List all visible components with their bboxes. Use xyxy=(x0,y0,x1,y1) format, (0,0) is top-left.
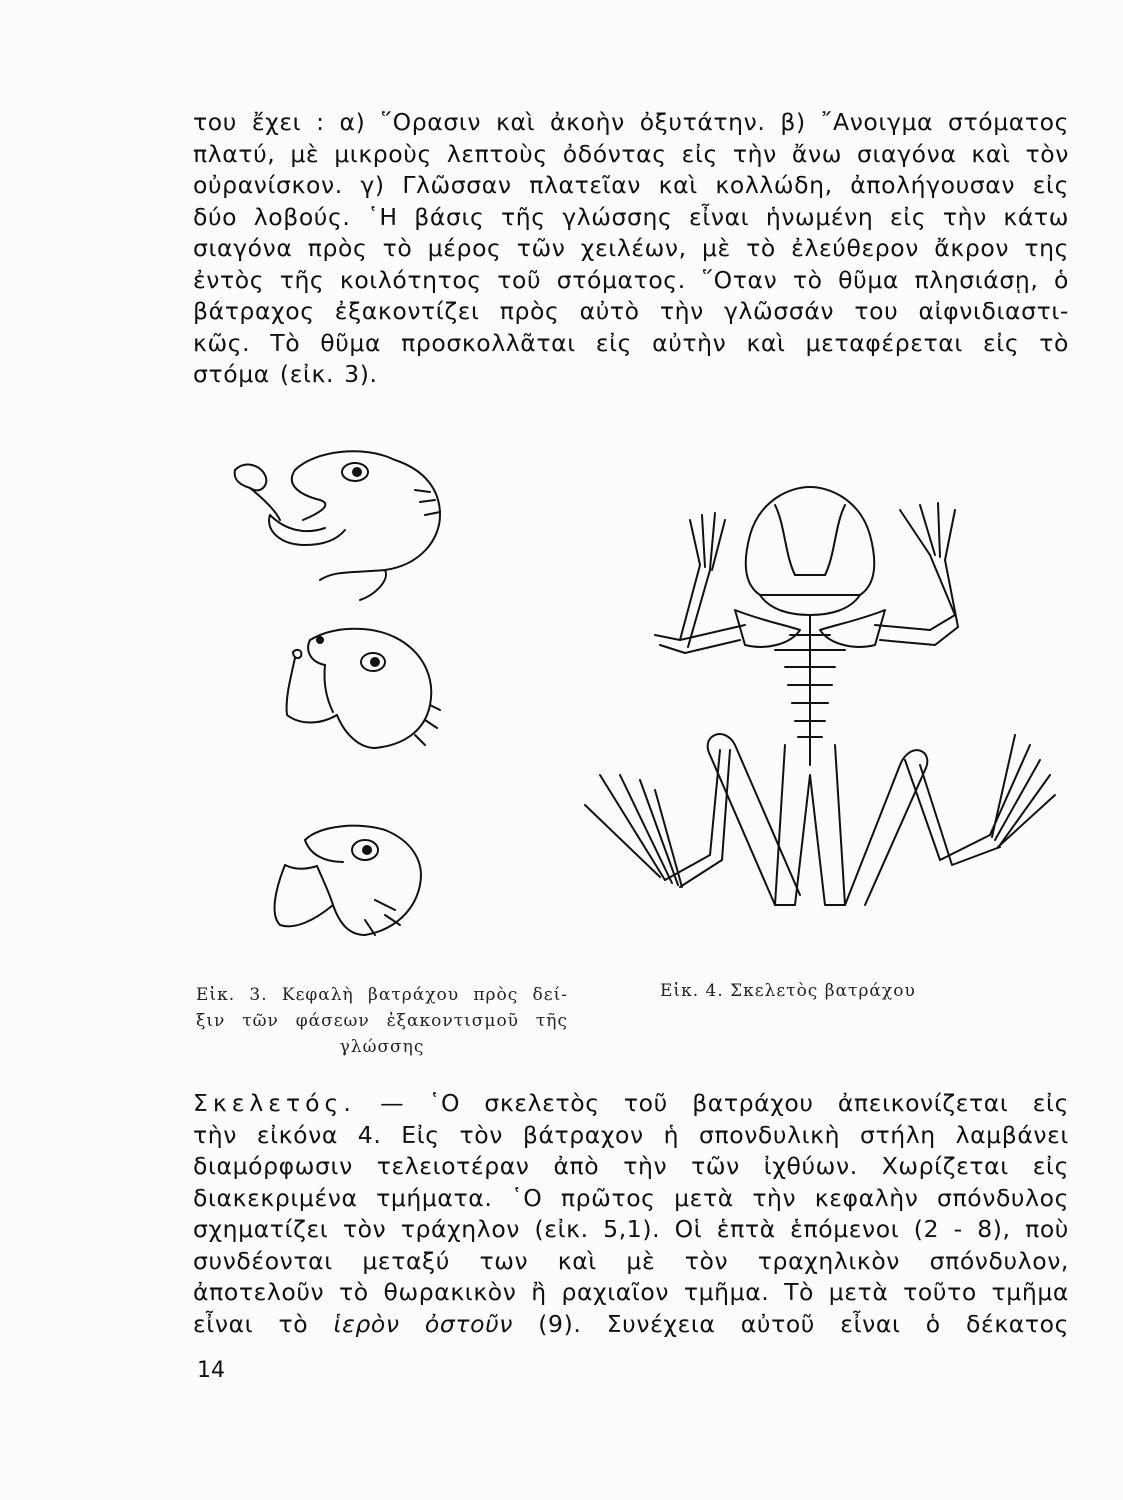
text-line: σχηματίζει τὸν τράχηλον (εἰκ. 5,1). Οἱ ἑπτὰ ἑπόμενοι (2 - 8), ποὺ xyxy=(193,1215,1069,1243)
text-line: σιαγόνα πρὸς τὸ μέρος τῶν χειλέων, μὲ τὸ ἐλεύθερον ἄκρον της xyxy=(193,234,1069,262)
paragraph-skeleton xyxy=(193,1088,1069,1340)
text-line: δύο λοβούς. ῾Η βάσις τῆς γλώσσης εἶναι ἡνωμένη εἰς τὴν κάτω xyxy=(193,202,1069,231)
pelvis xyxy=(775,745,845,905)
text-line: τὴν εἰκόνα 4. Εἰς τὸν βάτραχον ἡ σπονδυλικὴ στήλη λαμβάνει xyxy=(193,1120,1069,1149)
text-line: συνδέονται μεταξύ των καὶ μὲ τὸν τραχηλικὸν σπόνδυλον, xyxy=(193,1246,1069,1275)
last-line-start: εἶναι τὸ xyxy=(193,1309,309,1338)
text-line: ἀποτελοῦν τὸ θωρακικὸν ἢ ραχιαῖον τμῆμα. Τὸ μετὰ τοῦτο τμῆμα xyxy=(193,1278,1069,1306)
text-line: διακεκριμένα τμήματα. ῾Ο πρῶτος μετὰ τὴν κεφαλὴν σπόνδυλος xyxy=(193,1183,1069,1212)
figure3-caption xyxy=(196,982,576,1060)
skull xyxy=(746,487,875,615)
left-scapula xyxy=(735,610,800,647)
frog-head-1 xyxy=(235,451,440,600)
figure-frog-heads xyxy=(225,430,555,970)
italic-term: ἱερὸν ὀστοῦν xyxy=(333,1309,513,1338)
text-line: ἐντὸς τῆς κοιλότητος τοῦ στόματος. ῞Οταν τὸ θῦμα πλησιάσῃ, ὁ xyxy=(193,265,1069,294)
text-line: οὐρανίσκον. γ) Γλῶσσαν πλατεῖαν καὶ κολλώδη, ἀπολήγουσαν εἰς xyxy=(193,171,1069,199)
right-scapula xyxy=(820,610,885,647)
section-heading: Σκελετός. xyxy=(193,1089,356,1117)
last-line-end: (9). Συνέχεια αὐτοῦ εἶναι ὁ δέκατος xyxy=(538,1309,1069,1338)
text-line: στόμα (εἰκ. 3). xyxy=(193,360,378,388)
frog-heads-drawing xyxy=(225,430,555,970)
text-line: πλατύ, μὲ μικροὺς λεπτοὺς ὀδόντας εἰς τὴν ἄνω σιαγόνα καὶ τὸν xyxy=(193,139,1069,168)
page-number: 14 xyxy=(197,1358,225,1383)
paragraph-tongue xyxy=(193,107,1069,391)
caption-line: γλώσσης xyxy=(339,1037,425,1057)
frog-skeleton-drawing xyxy=(560,475,1060,925)
text-line xyxy=(193,1309,1069,1341)
caption-line: ξιν τῶν φάσεων ἐξακοντισμοῦ τῆς xyxy=(196,1011,568,1031)
left-arm xyxy=(655,513,745,653)
text-line: βάτραχος ἐξακοντίζει πρὸς αὐτὸ τὴν γλῶσσάν του αἰφνιδιαστι- xyxy=(193,297,1069,325)
text-line: κῶς. Τὸ θῦμα προσκολλᾶται εἰς αὐτὴν καὶ μεταφέρεται εἰς τὸ xyxy=(193,328,1069,357)
right-leg xyxy=(845,735,1055,905)
text-line xyxy=(193,1088,1069,1120)
text-line: του ἔχει : α) ῞Ορασιν καὶ ἀκοὴν ὀξυτάτην. β) ῎Ανοιγμα στόματος xyxy=(193,108,1069,136)
left-leg xyxy=(585,734,800,905)
figure4-caption: Εἰκ. 4. Σκελετὸς βατράχου xyxy=(660,981,916,1001)
caption-line: Εἰκ. 3. Κεφαλὴ βατράχου πρὸς δεί- xyxy=(196,985,568,1005)
frog-head-2 xyxy=(287,629,440,748)
figure-frog-skeleton xyxy=(560,475,1060,925)
right-arm xyxy=(875,503,958,645)
spine xyxy=(775,615,845,765)
heading-rest: — ῾Ο σκελετὸς τοῦ βατράχου ἀπεικονίζεται εἰς xyxy=(380,1089,1069,1117)
text-line: διαμόρφωσιν τελειοτέραν ἀπὸ τὴν τῶν ἰχθύων. Χωρίζεται εἰς xyxy=(193,1152,1069,1180)
frog-head-3 xyxy=(275,826,421,935)
